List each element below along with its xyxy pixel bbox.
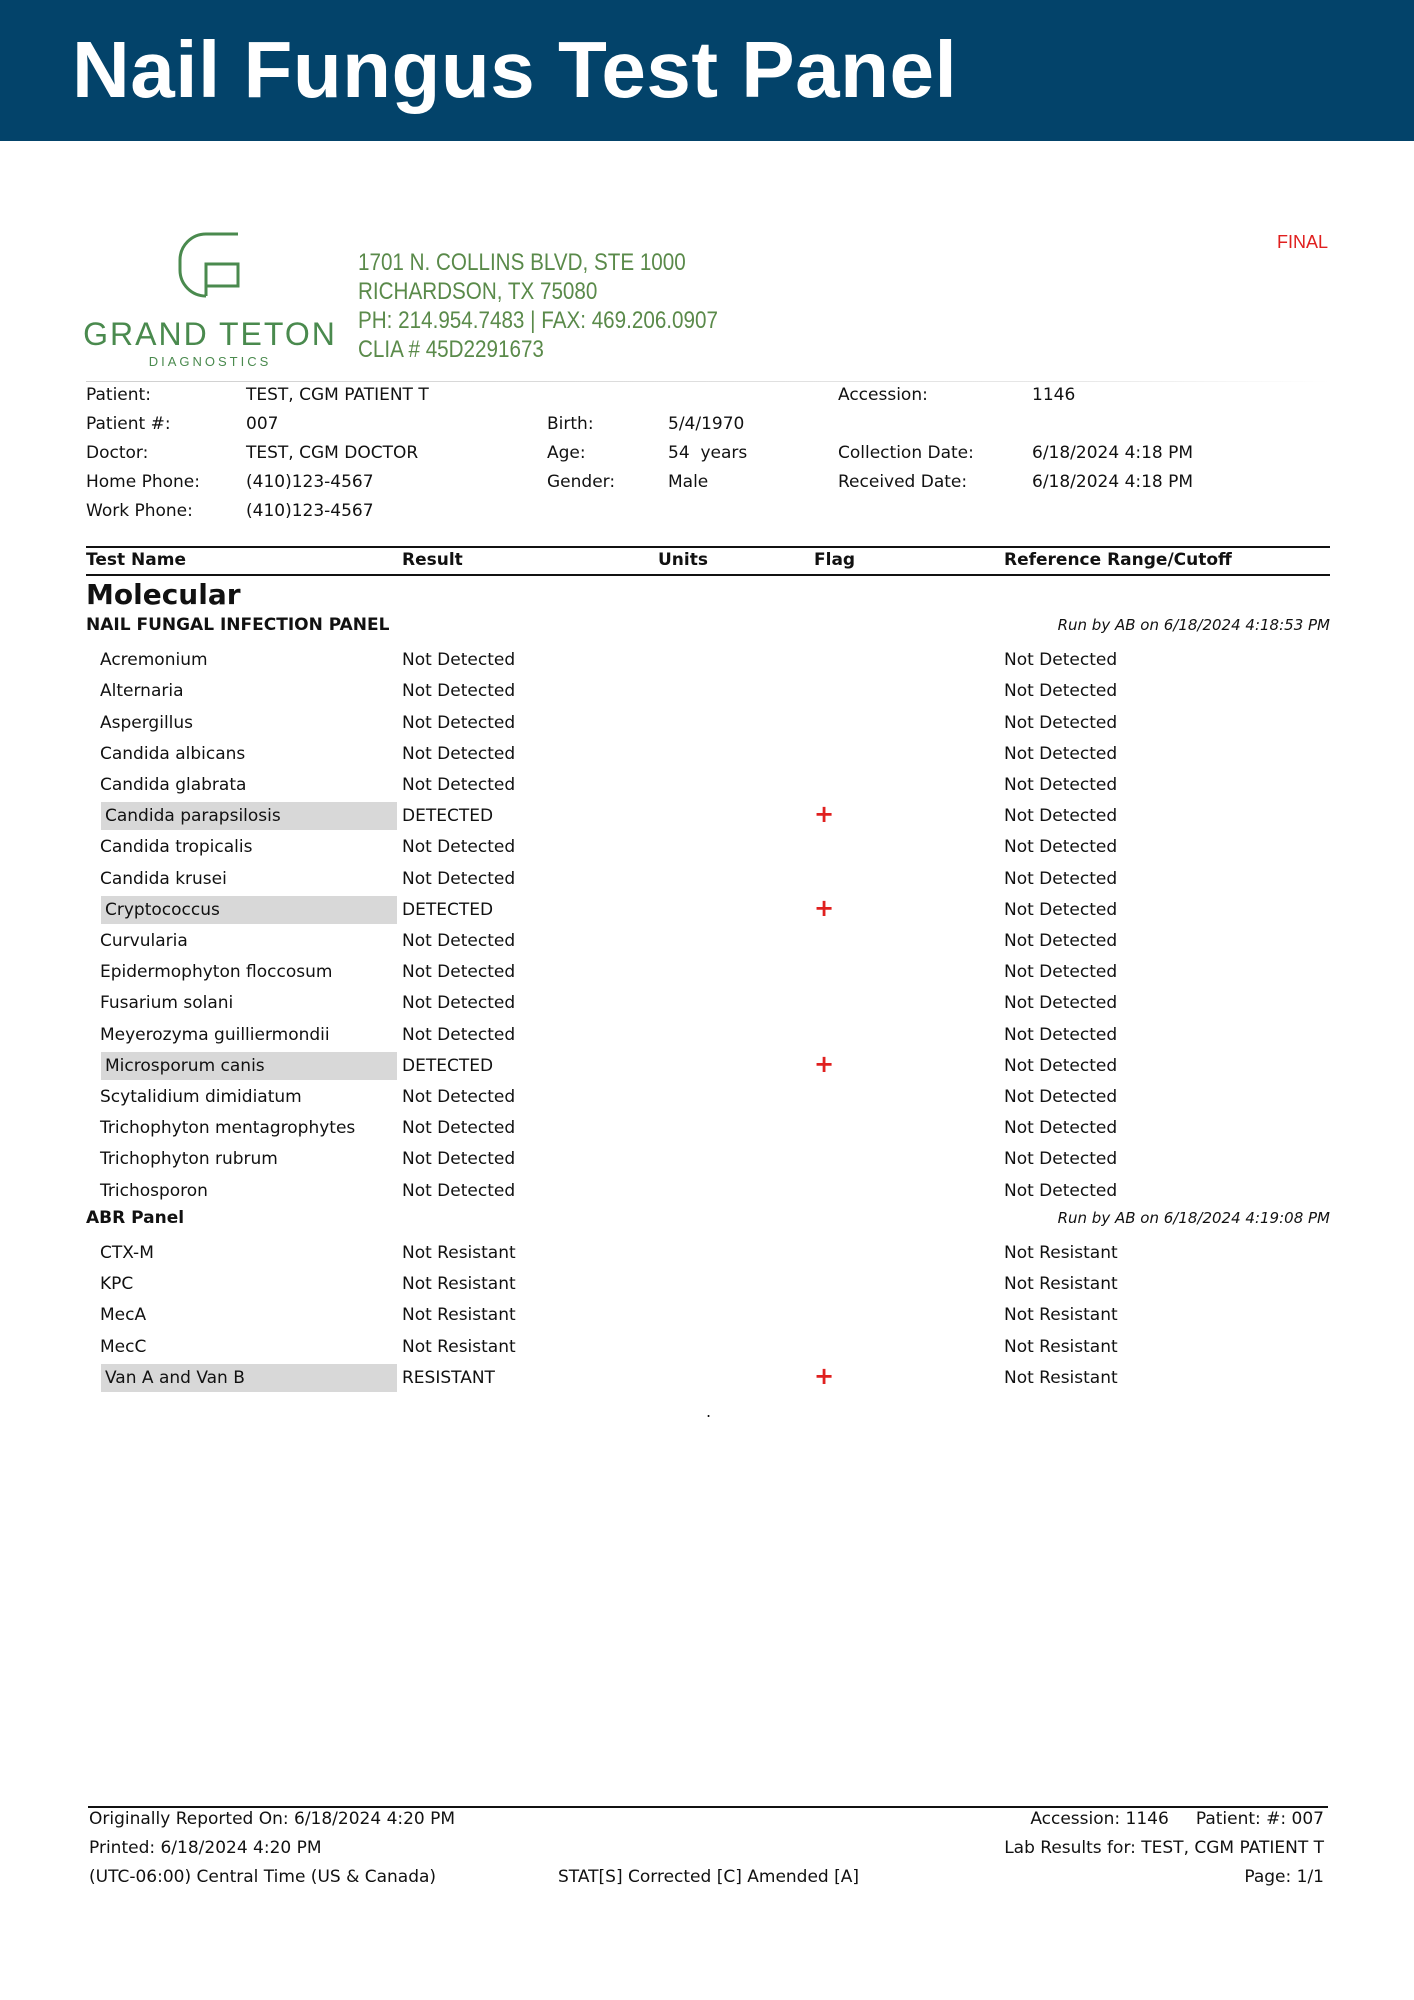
reference-range: Not Detected	[1004, 650, 1118, 671]
result-row	[86, 646, 1330, 677]
footer-legend: STAT[S] Corrected [C] Amended [A]	[558, 1867, 860, 1887]
lab-clia-line: CLIA # 45D2291673	[358, 336, 544, 363]
accession-label: Accession:	[838, 385, 928, 405]
test-result: Not Resistant	[402, 1274, 516, 1295]
test-result: Not Detected	[402, 743, 516, 764]
footer-lab-results-for: Lab Results for: TEST, CGM PATIENT T	[1004, 1838, 1324, 1858]
test-name: Fusarium solani	[100, 993, 234, 1014]
work-phone-label: Work Phone:	[86, 501, 193, 521]
test-result: Not Detected	[402, 868, 516, 889]
lab-logo-mark-icon	[176, 230, 244, 306]
reference-range: Not Resistant	[1004, 1367, 1118, 1388]
lab-logo	[80, 230, 340, 370]
test-name: Van A and Van B	[101, 1364, 397, 1392]
result-row	[86, 1333, 1330, 1364]
reference-range: Not Detected	[1004, 1149, 1118, 1170]
home-phone-label: Home Phone:	[86, 472, 200, 492]
test-name: Candida parapsilosis	[101, 802, 397, 830]
report-banner	[0, 0, 1414, 141]
abnormal-flag: +	[814, 1049, 835, 1078]
result-row	[86, 1239, 1330, 1270]
reference-range: Not Detected	[1004, 743, 1118, 764]
home-phone: (410)123-4567	[246, 472, 374, 492]
received-date: 6/18/2024 4:18 PM	[1032, 472, 1194, 492]
test-result: Not Detected	[402, 1149, 516, 1170]
received-date-label: Received Date:	[838, 472, 968, 492]
reference-range: Not Detected	[1004, 993, 1118, 1014]
result-row	[86, 1270, 1330, 1301]
test-result: Not Detected	[402, 1087, 516, 1107]
column-header-result: Result	[402, 550, 463, 570]
test-result: Not Detected	[402, 837, 516, 858]
birth-value: 5/4/1970	[668, 414, 745, 434]
footer-timezone: (UTC-06:00) Central Time (US & Canada)	[89, 1867, 437, 1887]
lab-address	[358, 248, 777, 364]
doctor-label: Doctor:	[86, 443, 149, 463]
reference-range: Not Detected	[1004, 837, 1118, 858]
test-name: Candida tropicalis	[100, 837, 253, 858]
gender-value: Male	[668, 472, 709, 492]
result-row	[86, 1049, 1330, 1083]
result-row	[86, 958, 1330, 989]
footer-accession-patient: Accession: 1146 Patient: #: 007	[1030, 1809, 1324, 1829]
table-header-bottom-rule	[86, 574, 1330, 576]
reference-range: Not Detected	[1004, 1024, 1118, 1045]
abnormal-flag: +	[814, 800, 835, 829]
result-row	[86, 709, 1330, 740]
test-result: Not Detected	[402, 1180, 516, 1201]
patient-number: 007	[246, 414, 279, 434]
test-result: Not Detected	[402, 1024, 516, 1045]
reference-range: Not Resistant	[1004, 1274, 1118, 1295]
result-row	[86, 1114, 1330, 1145]
footer-reported: Originally Reported On: 6/18/2024 4:20 PM	[89, 1809, 456, 1829]
reference-range: Not Detected	[1004, 868, 1118, 889]
reference-range: Not Detected	[1004, 899, 1118, 920]
column-header-units: Units	[658, 550, 708, 570]
test-name: Epidermophyton floccosum	[100, 962, 333, 983]
result-row	[86, 833, 1330, 864]
test-name: Trichophyton mentagrophytes	[100, 1118, 356, 1139]
lab-brand-name: GRAND TETON	[83, 316, 337, 352]
end-mark: .	[706, 1402, 712, 1421]
reference-range: Not Detected	[1004, 962, 1118, 983]
result-row	[86, 771, 1330, 802]
result-row	[86, 1021, 1330, 1052]
test-name: Microsporum canis	[101, 1052, 397, 1080]
test-result: Not Resistant	[402, 1305, 516, 1326]
reference-range: Not Detected	[1004, 775, 1118, 795]
test-name: Aspergillus	[100, 712, 194, 733]
reference-range: Not Resistant	[1004, 1336, 1118, 1357]
age-value: 54 years	[668, 443, 748, 463]
column-header-flag: Flag	[814, 550, 856, 570]
result-row	[86, 1301, 1330, 1332]
test-name: MecC	[100, 1336, 147, 1357]
birth-label: Birth:	[547, 414, 594, 434]
test-name: Cryptococcus	[101, 896, 397, 924]
abnormal-flag: +	[814, 893, 835, 922]
reference-range: Not Detected	[1004, 712, 1118, 733]
result-row	[86, 740, 1330, 771]
test-name: Meyerozyma guilliermondii	[100, 1024, 330, 1045]
test-result: Not Detected	[402, 712, 516, 733]
test-name: Candida krusei	[100, 868, 227, 889]
reference-range: Not Detected	[1004, 806, 1118, 827]
table-header-top-rule	[86, 546, 1330, 548]
collection-date-label: Collection Date:	[838, 443, 974, 463]
test-name: Trichosporon	[100, 1180, 208, 1201]
lab-brand-sub: DIAGNOSTICS	[148, 354, 272, 369]
test-result: Not Detected	[402, 931, 516, 951]
result-row	[86, 865, 1330, 896]
reference-range: Not Detected	[1004, 1180, 1118, 1201]
test-result: DETECTED	[402, 806, 494, 827]
lab-phone-line: PH: 214.954.7483 | FAX: 469.206.0907	[358, 307, 718, 334]
reference-range: Not Resistant	[1004, 1243, 1118, 1263]
doctor-name: TEST, CGM DOCTOR	[246, 443, 419, 463]
test-name: CTX-M	[100, 1243, 154, 1263]
result-row	[86, 1361, 1330, 1395]
patient-number-label: Patient #:	[86, 414, 171, 434]
test-name: Curvularia	[100, 931, 188, 951]
column-header-test-name: Test Name	[86, 550, 186, 570]
test-result: Not Detected	[402, 962, 516, 983]
test-result: DETECTED	[402, 1055, 494, 1076]
result-row	[86, 1145, 1330, 1176]
panel-run-by: Run by AB on 6/18/2024 4:19:08 PM	[1057, 1208, 1330, 1227]
report-title: Nail Fungus Test Panel	[72, 25, 958, 114]
panel-title: NAIL FUNGAL INFECTION PANEL	[86, 615, 390, 635]
test-result: Not Detected	[402, 775, 516, 795]
test-name: Candida albicans	[100, 743, 246, 764]
result-row	[86, 927, 1330, 958]
reference-range: Not Detected	[1004, 1118, 1118, 1139]
patient-label: Patient:	[86, 385, 151, 405]
test-result: Not Detected	[402, 681, 516, 702]
result-row	[86, 802, 1330, 833]
collection-date: 6/18/2024 4:18 PM	[1032, 443, 1194, 463]
test-result: Not Resistant	[402, 1336, 516, 1357]
column-header-reference: Reference Range/Cutoff	[1004, 550, 1232, 570]
test-name: Acremonium	[100, 650, 208, 671]
test-name: Trichophyton rubrum	[100, 1149, 278, 1170]
abnormal-flag: +	[814, 1361, 835, 1390]
test-result: DETECTED	[402, 899, 494, 920]
reference-range: Not Detected	[1004, 1055, 1118, 1076]
patient-name: TEST, CGM PATIENT T	[246, 385, 429, 405]
lab-address-line: RICHARDSON, TX 75080	[358, 278, 598, 305]
result-row	[86, 989, 1330, 1020]
test-result: Not Detected	[402, 1118, 516, 1139]
reference-range: Not Detected	[1004, 1087, 1118, 1107]
reference-range: Not Detected	[1004, 681, 1118, 702]
reference-range: Not Resistant	[1004, 1305, 1118, 1326]
result-row	[86, 1177, 1330, 1208]
test-name: Scytalidium dimidiatum	[100, 1087, 302, 1107]
lab-address-line: 1701 N. COLLINS BLVD, STE 1000	[358, 249, 686, 276]
test-result: Not Resistant	[402, 1243, 516, 1263]
footer-page: Page: 1/1	[1244, 1867, 1324, 1887]
result-row	[86, 893, 1330, 927]
report-status: FINAL	[1276, 232, 1328, 252]
footer-rule	[88, 1806, 1328, 1808]
panel-run-by: Run by AB on 6/18/2024 4:18:53 PM	[1057, 616, 1330, 634]
accession-value: 1146	[1032, 385, 1076, 405]
test-name: Candida glabrata	[100, 775, 247, 795]
test-result: Not Detected	[402, 650, 516, 671]
age-label: Age:	[547, 443, 586, 463]
test-name: MecA	[100, 1305, 147, 1326]
test-name: KPC	[100, 1274, 134, 1295]
result-row	[86, 677, 1330, 708]
test-name: Alternaria	[100, 681, 184, 702]
gender-label: Gender:	[547, 472, 616, 492]
panel-title: ABR Panel	[86, 1207, 185, 1228]
footer-printed: Printed: 6/18/2024 4:20 PM	[89, 1838, 322, 1858]
result-row	[86, 1083, 1330, 1114]
test-result: RESISTANT	[402, 1367, 495, 1388]
section-title: Molecular	[86, 578, 241, 611]
work-phone: (410)123-4567	[246, 501, 374, 521]
header-divider	[86, 381, 1330, 382]
test-result: Not Detected	[402, 993, 516, 1014]
reference-range: Not Detected	[1004, 931, 1118, 951]
